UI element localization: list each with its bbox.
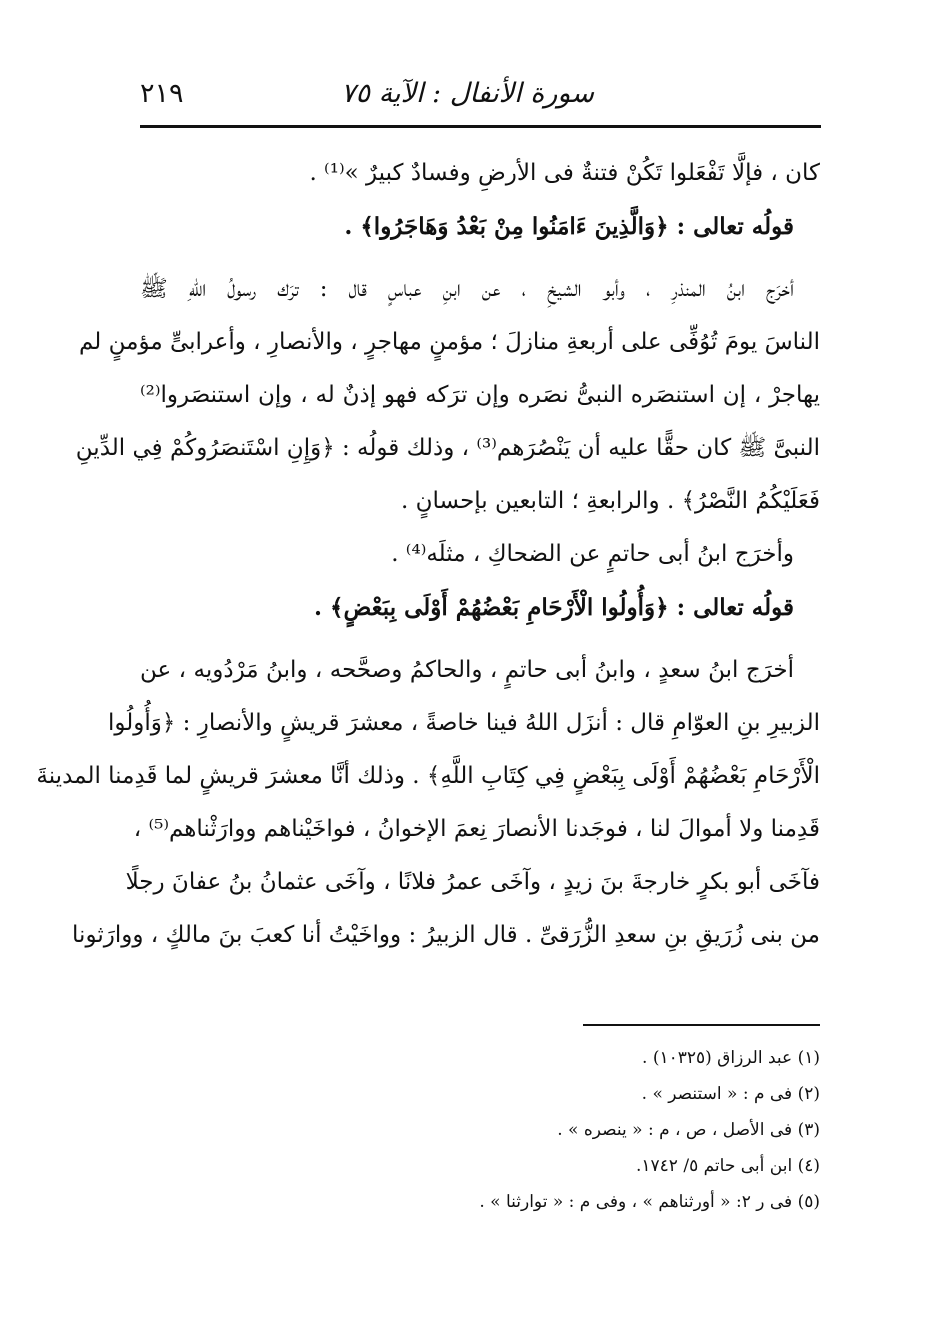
footnote: (٤) ابن أبى حاتم ٥/ ١٧٤٢. (635, 1156, 820, 1176)
header-rule (140, 125, 821, 128)
footnotes (260, 1040, 820, 1220)
text-line: يهاجرْ ، إن استنصَره النبىُّ نصَره وإن ترَكه فهو إذنٌ له ، وإن استنصَروا⁽²⁾ (140, 382, 820, 408)
text-line: فَعَلَيْكُمُ النَّصْرُ﴾ . والرابعةِ ؛ التابعين بإحسانٍ . (401, 488, 820, 514)
running-header (140, 78, 820, 118)
footnote: (١) عبد الرزاق (١٠٣٢٥) . (642, 1048, 820, 1068)
text-line: الزبيرِ بنِ العوّامِ قال : أنزَل اللهُ فينا خاصةً ، معشرَ قريشٍ والأنصارِ : ﴿وَأُولُوا (107, 710, 820, 736)
footnote: (٢) فى م : « استنصر » . (641, 1084, 820, 1104)
text-line: فآخَى أبو بكرٍ خارجةَ بنَ زيدٍ ، وآخَى عمرُ فلانًا ، وآخَى عثمانُ بنُ عفانَ رجلًا (125, 869, 820, 895)
text-line: النبىَّ ﷺ كان حقًّا عليه أن يَنْصُرَهم⁽³⁾ ، وذلك قولُه : ﴿وَإِنِ اسْتَنصَرُوكُمْ فِي الدِّينِ (75, 435, 820, 461)
header-title: سورة الأنفال : الآية ٧٥ (340, 78, 594, 109)
text-line: قَدِمنا ولا أموالَ لنا ، فوجَدنا الأنصارَ نِعمَ الإخوانُ ، فواخَيْناهم ووارَثْناهم⁽⁵⁾ ، (133, 816, 820, 842)
footnote-rule (583, 1024, 820, 1026)
text-line: من بنى زُرَيقِ بنِ سعدِ الزُّرَقىِّ . قال الزبيرُ : وواخَيْتُ أنا كعبَ بنَ مالكٍ ، ووارَثونا (72, 922, 820, 948)
body-text (36, 147, 820, 962)
text-line: الناسَ يومَ تُوُفِّى على أربعةِ منازلَ ؛ مؤمنٍ مهاجرٍ ، والأنصارِ ، وأعرابىٍّ مؤمنٍ لم (79, 329, 820, 355)
footnote: (٥) فى ر ٢: « أورثناهم » ، وفى م : « توارثنا » . (479, 1192, 820, 1212)
text-line: أخرَج ابنُ المنذرِ ، وأبو الشيخِ ، عن ابنِ عباسٍ قال : ترَك رسولُ اللهِ ﷺ (140, 276, 794, 302)
text-line: الْأَرْحَامِ بَعْضُهُمْ أَوْلَى بِبَعْضٍ فِي كِتَابِ اللَّهِ﴾ . وذلك أنَّا معشرَ قريشٍ لما قَدِمنا المدينةَ (36, 763, 820, 789)
text-line: أخرَج ابنُ سعدٍ ، وابنُ أبى حاتمٍ ، والحاكمُ وصحَّحه ، وابنُ مَرْدُويه ، عن (140, 657, 794, 683)
verse-heading: قولُه تعالى : ﴿وَأُولُوا الْأَرْحَامِ بَعْضُهُمْ أَوْلَى بِبَعْضٍ﴾ . (313, 594, 794, 621)
text-line: كان ، فإلَّا تَفْعَلوا تَكُنْ فتنةٌ فى الأرضِ وفسادٌ كبيرٌ »⁽¹⁾ . (309, 160, 820, 186)
page-number: ٢١٩ (140, 78, 184, 109)
footnote: (٣) فى الأصل ، ص ، م : « ينصره » . (557, 1120, 820, 1140)
verse-heading: قولُه تعالى : ﴿وَالَّذِينَ ءَامَنُوا مِنْ بَعْدُ وَهَاجَرُوا﴾ . (344, 213, 794, 240)
text-line: وأخرَج ابنُ أبى حاتمٍ عن الضحاكِ ، مثلَه⁽⁴⁾ . (391, 541, 794, 567)
